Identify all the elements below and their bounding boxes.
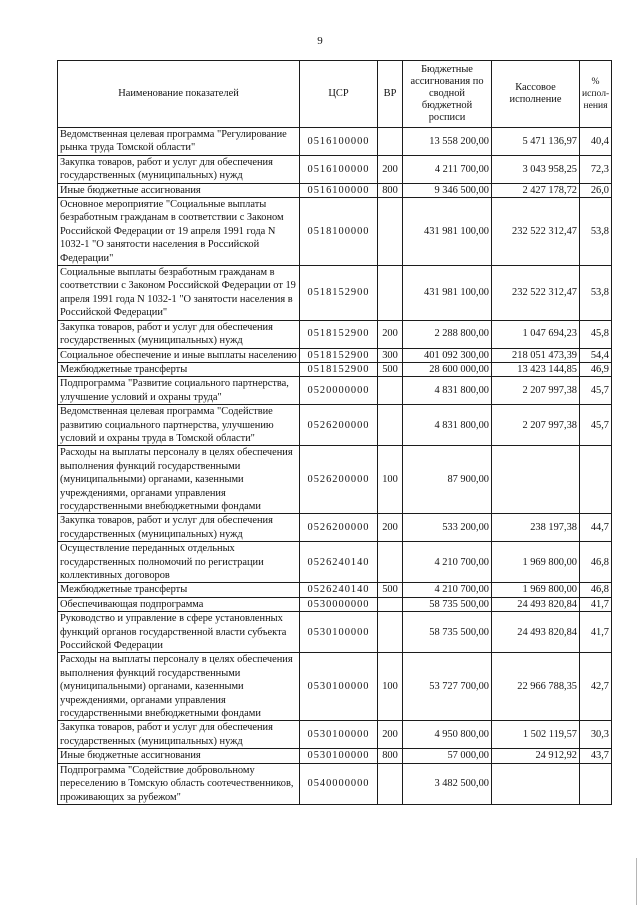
cash-execution-cell: 232 522 312,47 xyxy=(492,198,580,266)
csr-code-cell: 0518152900 xyxy=(300,348,378,362)
expense-type-cell: 200 xyxy=(378,721,403,749)
indicator-name-cell: Закупка товаров, работ и услуг для обеспечения государственных (муниципальных) нужд xyxy=(58,721,300,749)
budget-allocation-cell: 28 600 000,00 xyxy=(403,362,492,376)
csr-code-cell: 0526240140 xyxy=(300,583,378,597)
budget-allocation-cell: 57 000,00 xyxy=(403,749,492,763)
execution-percent-cell: 46,9 xyxy=(580,362,612,376)
cash-execution-cell: 238 197,38 xyxy=(492,514,580,542)
cash-execution-cell: 232 522 312,47 xyxy=(492,266,580,321)
header-cash-execution: Кассовое исполнение xyxy=(492,61,580,128)
csr-code-cell: 0518152900 xyxy=(300,266,378,321)
execution-percent-cell: 41,7 xyxy=(580,597,612,611)
header-execution-percent: % испол-нения xyxy=(580,61,612,128)
cash-execution-cell: 24 912,92 xyxy=(492,749,580,763)
table-row xyxy=(58,405,612,446)
table-row xyxy=(58,377,612,405)
table-row xyxy=(58,198,612,266)
expense-type-cell xyxy=(378,405,403,446)
table-row xyxy=(58,128,612,156)
expense-type-cell: 200 xyxy=(378,155,403,183)
header-csr: ЦСР xyxy=(300,61,378,128)
indicator-name-cell: Закупка товаров, работ и услуг для обеспечения государственных (муниципальных) нужд xyxy=(58,320,300,348)
budget-allocation-cell: 431 981 100,00 xyxy=(403,198,492,266)
budget-allocation-cell: 401 092 300,00 xyxy=(403,348,492,362)
indicator-name-cell: Социальные выплаты безработным гражданам в соответствии с Законом Российской Федерации от 19 апреля 1991 года N 1032-1 "О занятости населения в Российской Федерации" xyxy=(58,266,300,321)
execution-percent-cell: 42,7 xyxy=(580,653,612,721)
execution-percent-cell: 45,8 xyxy=(580,320,612,348)
indicator-name-cell: Основное мероприятие "Социальные выплаты безработным гражданам в соответствии с Законом Российской Федерации от 19 апреля 1991 года N 1032-1 "О занятости населения в Российской Федерации" xyxy=(58,198,300,266)
csr-code-cell: 0530100000 xyxy=(300,721,378,749)
budget-allocation-cell: 87 900,00 xyxy=(403,446,492,514)
budget-allocation-cell: 4 831 800,00 xyxy=(403,405,492,446)
csr-code-cell: 0518152900 xyxy=(300,362,378,376)
indicator-name-cell: Иные бюджетные ассигнования xyxy=(58,183,300,197)
csr-code-cell: 0526200000 xyxy=(300,405,378,446)
budget-allocation-cell: 4 950 800,00 xyxy=(403,721,492,749)
expense-type-cell: 200 xyxy=(378,514,403,542)
indicator-name-cell: Межбюджетные трансферты xyxy=(58,362,300,376)
budget-allocation-cell: 58 735 500,00 xyxy=(403,597,492,611)
cash-execution-cell: 24 493 820,84 xyxy=(492,612,580,653)
csr-code-cell: 0530100000 xyxy=(300,653,378,721)
indicator-name-cell: Осуществление переданных отдельных государственных полномочий по регистрации коллективных договоров xyxy=(58,542,300,583)
table-header xyxy=(58,61,612,128)
cash-execution-cell: 1 502 119,57 xyxy=(492,721,580,749)
table-row xyxy=(58,597,612,611)
cash-execution-cell xyxy=(492,763,580,804)
cash-execution-cell: 22 966 788,35 xyxy=(492,653,580,721)
budget-allocation-cell: 431 981 100,00 xyxy=(403,266,492,321)
execution-percent-cell: 53,8 xyxy=(580,198,612,266)
indicator-name-cell: Социальное обеспечение и иные выплаты населению xyxy=(58,348,300,362)
cash-execution-cell: 5 471 136,97 xyxy=(492,128,580,156)
cash-execution-cell: 1 047 694,23 xyxy=(492,320,580,348)
csr-code-cell: 0540000000 xyxy=(300,763,378,804)
scan-edge-artifact xyxy=(636,858,637,905)
cash-execution-cell: 2 207 997,38 xyxy=(492,405,580,446)
budget-allocation-cell: 13 558 200,00 xyxy=(403,128,492,156)
indicator-name-cell: Закупка товаров, работ и услуг для обеспечения государственных (муниципальных) нужд xyxy=(58,514,300,542)
page-number: 9 xyxy=(317,35,323,47)
budget-allocation-cell: 4 211 700,00 xyxy=(403,155,492,183)
indicator-name-cell: Обеспечивающая подпрограмма xyxy=(58,597,300,611)
csr-code-cell: 0530100000 xyxy=(300,612,378,653)
expense-type-cell xyxy=(378,198,403,266)
table-row xyxy=(58,155,612,183)
csr-code-cell: 0518152900 xyxy=(300,320,378,348)
execution-percent-cell: 30,3 xyxy=(580,721,612,749)
execution-percent-cell: 44,7 xyxy=(580,514,612,542)
execution-percent-cell: 26,0 xyxy=(580,183,612,197)
expense-type-cell xyxy=(378,377,403,405)
header-budget-allocation: Бюджетные ассигнования по сводной бюджетной росписи xyxy=(403,61,492,128)
cash-execution-cell: 218 051 473,39 xyxy=(492,348,580,362)
csr-code-cell: 0530100000 xyxy=(300,749,378,763)
indicator-name-cell: Иные бюджетные ассигнования xyxy=(58,749,300,763)
cash-execution-cell xyxy=(492,446,580,514)
csr-code-cell: 0526200000 xyxy=(300,514,378,542)
expense-type-cell: 100 xyxy=(378,653,403,721)
table-row xyxy=(58,514,612,542)
table-row xyxy=(58,721,612,749)
budget-execution-table xyxy=(57,60,612,805)
table-row xyxy=(58,749,612,763)
table-header-row xyxy=(58,61,612,128)
budget-allocation-cell: 4 210 700,00 xyxy=(403,583,492,597)
budget-allocation-cell: 4 831 800,00 xyxy=(403,377,492,405)
execution-percent-cell: 72,3 xyxy=(580,155,612,183)
table-row xyxy=(58,763,612,804)
csr-code-cell: 0526200000 xyxy=(300,446,378,514)
indicator-name-cell: Межбюджетные трансферты xyxy=(58,583,300,597)
expense-type-cell xyxy=(378,612,403,653)
execution-percent-cell: 45,7 xyxy=(580,405,612,446)
csr-code-cell: 0526240140 xyxy=(300,542,378,583)
execution-percent-cell: 46,8 xyxy=(580,542,612,583)
expense-type-cell: 200 xyxy=(378,320,403,348)
expense-type-cell: 500 xyxy=(378,583,403,597)
cash-execution-cell: 2 207 997,38 xyxy=(492,377,580,405)
indicator-name-cell: Закупка товаров, работ и услуг для обеспечения государственных (муниципальных) нужд xyxy=(58,155,300,183)
execution-percent-cell: 40,4 xyxy=(580,128,612,156)
indicator-name-cell: Подпрограмма "Развитие социального партнерства, улучшение условий и охраны труда" xyxy=(58,377,300,405)
table-row xyxy=(58,542,612,583)
execution-percent-cell: 54,4 xyxy=(580,348,612,362)
cash-execution-cell: 24 493 820,84 xyxy=(492,597,580,611)
indicator-name-cell: Расходы на выплаты персоналу в целях обеспечения выполнения функций государственными (муниципальными) органами, казенными учреждениями, органами управления государственными внебюджетными фондами xyxy=(58,446,300,514)
csr-code-cell: 0518100000 xyxy=(300,198,378,266)
csr-code-cell: 0520000000 xyxy=(300,377,378,405)
budget-allocation-cell: 9 346 500,00 xyxy=(403,183,492,197)
cash-execution-cell: 1 969 800,00 xyxy=(492,542,580,583)
table-row xyxy=(58,183,612,197)
cash-execution-cell: 2 427 178,72 xyxy=(492,183,580,197)
indicator-name-cell: Ведомственная целевая программа "Содействие развитию социального партнерства, улучшению условий и охраны труда в Томской области" xyxy=(58,405,300,446)
csr-code-cell: 0516100000 xyxy=(300,155,378,183)
execution-percent-cell: 45,7 xyxy=(580,377,612,405)
expense-type-cell: 500 xyxy=(378,362,403,376)
table-body xyxy=(58,128,612,805)
cash-execution-cell: 3 043 958,25 xyxy=(492,155,580,183)
header-vr: ВР xyxy=(378,61,403,128)
table-row xyxy=(58,612,612,653)
expense-type-cell xyxy=(378,763,403,804)
table-row xyxy=(58,446,612,514)
table-row xyxy=(58,348,612,362)
budget-allocation-cell: 3 482 500,00 xyxy=(403,763,492,804)
expense-type-cell xyxy=(378,266,403,321)
indicator-name-cell: Руководство и управление в сфере установленных функций органов государственной власти субъекта Российской Федерации xyxy=(58,612,300,653)
cash-execution-cell: 13 423 144,85 xyxy=(492,362,580,376)
execution-percent-cell: 46,8 xyxy=(580,583,612,597)
expense-type-cell: 800 xyxy=(378,183,403,197)
execution-percent-cell xyxy=(580,446,612,514)
budget-allocation-cell: 53 727 700,00 xyxy=(403,653,492,721)
execution-percent-cell: 53,8 xyxy=(580,266,612,321)
table-row xyxy=(58,266,612,321)
budget-allocation-cell: 58 735 500,00 xyxy=(403,612,492,653)
budget-allocation-cell: 2 288 800,00 xyxy=(403,320,492,348)
budget-allocation-cell: 533 200,00 xyxy=(403,514,492,542)
table-row xyxy=(58,653,612,721)
execution-percent-cell: 41,7 xyxy=(580,612,612,653)
indicator-name-cell: Ведомственная целевая программа "Регулирование рынка труда Томской области" xyxy=(58,128,300,156)
csr-code-cell: 0516100000 xyxy=(300,183,378,197)
execution-percent-cell: 43,7 xyxy=(580,749,612,763)
indicator-name-cell: Подпрограмма "Содействие добровольному переселению в Томскую область соотечественников, проживающих за рубежом" xyxy=(58,763,300,804)
expense-type-cell: 800 xyxy=(378,749,403,763)
csr-code-cell: 0530000000 xyxy=(300,597,378,611)
indicator-name-cell: Расходы на выплаты персоналу в целях обеспечения выполнения функций государственными (муниципальными) органами, казенными учреждениями, органами управления государственными внебюджетными фондами xyxy=(58,653,300,721)
execution-percent-cell xyxy=(580,763,612,804)
expense-type-cell xyxy=(378,128,403,156)
table-row xyxy=(58,583,612,597)
header-indicator-name: Наименование показателей xyxy=(58,61,300,128)
table-row xyxy=(58,320,612,348)
budget-allocation-cell: 4 210 700,00 xyxy=(403,542,492,583)
expense-type-cell xyxy=(378,597,403,611)
csr-code-cell: 0516100000 xyxy=(300,128,378,156)
expense-type-cell xyxy=(378,542,403,583)
expense-type-cell: 300 xyxy=(378,348,403,362)
table-row xyxy=(58,362,612,376)
expense-type-cell: 100 xyxy=(378,446,403,514)
cash-execution-cell: 1 969 800,00 xyxy=(492,583,580,597)
